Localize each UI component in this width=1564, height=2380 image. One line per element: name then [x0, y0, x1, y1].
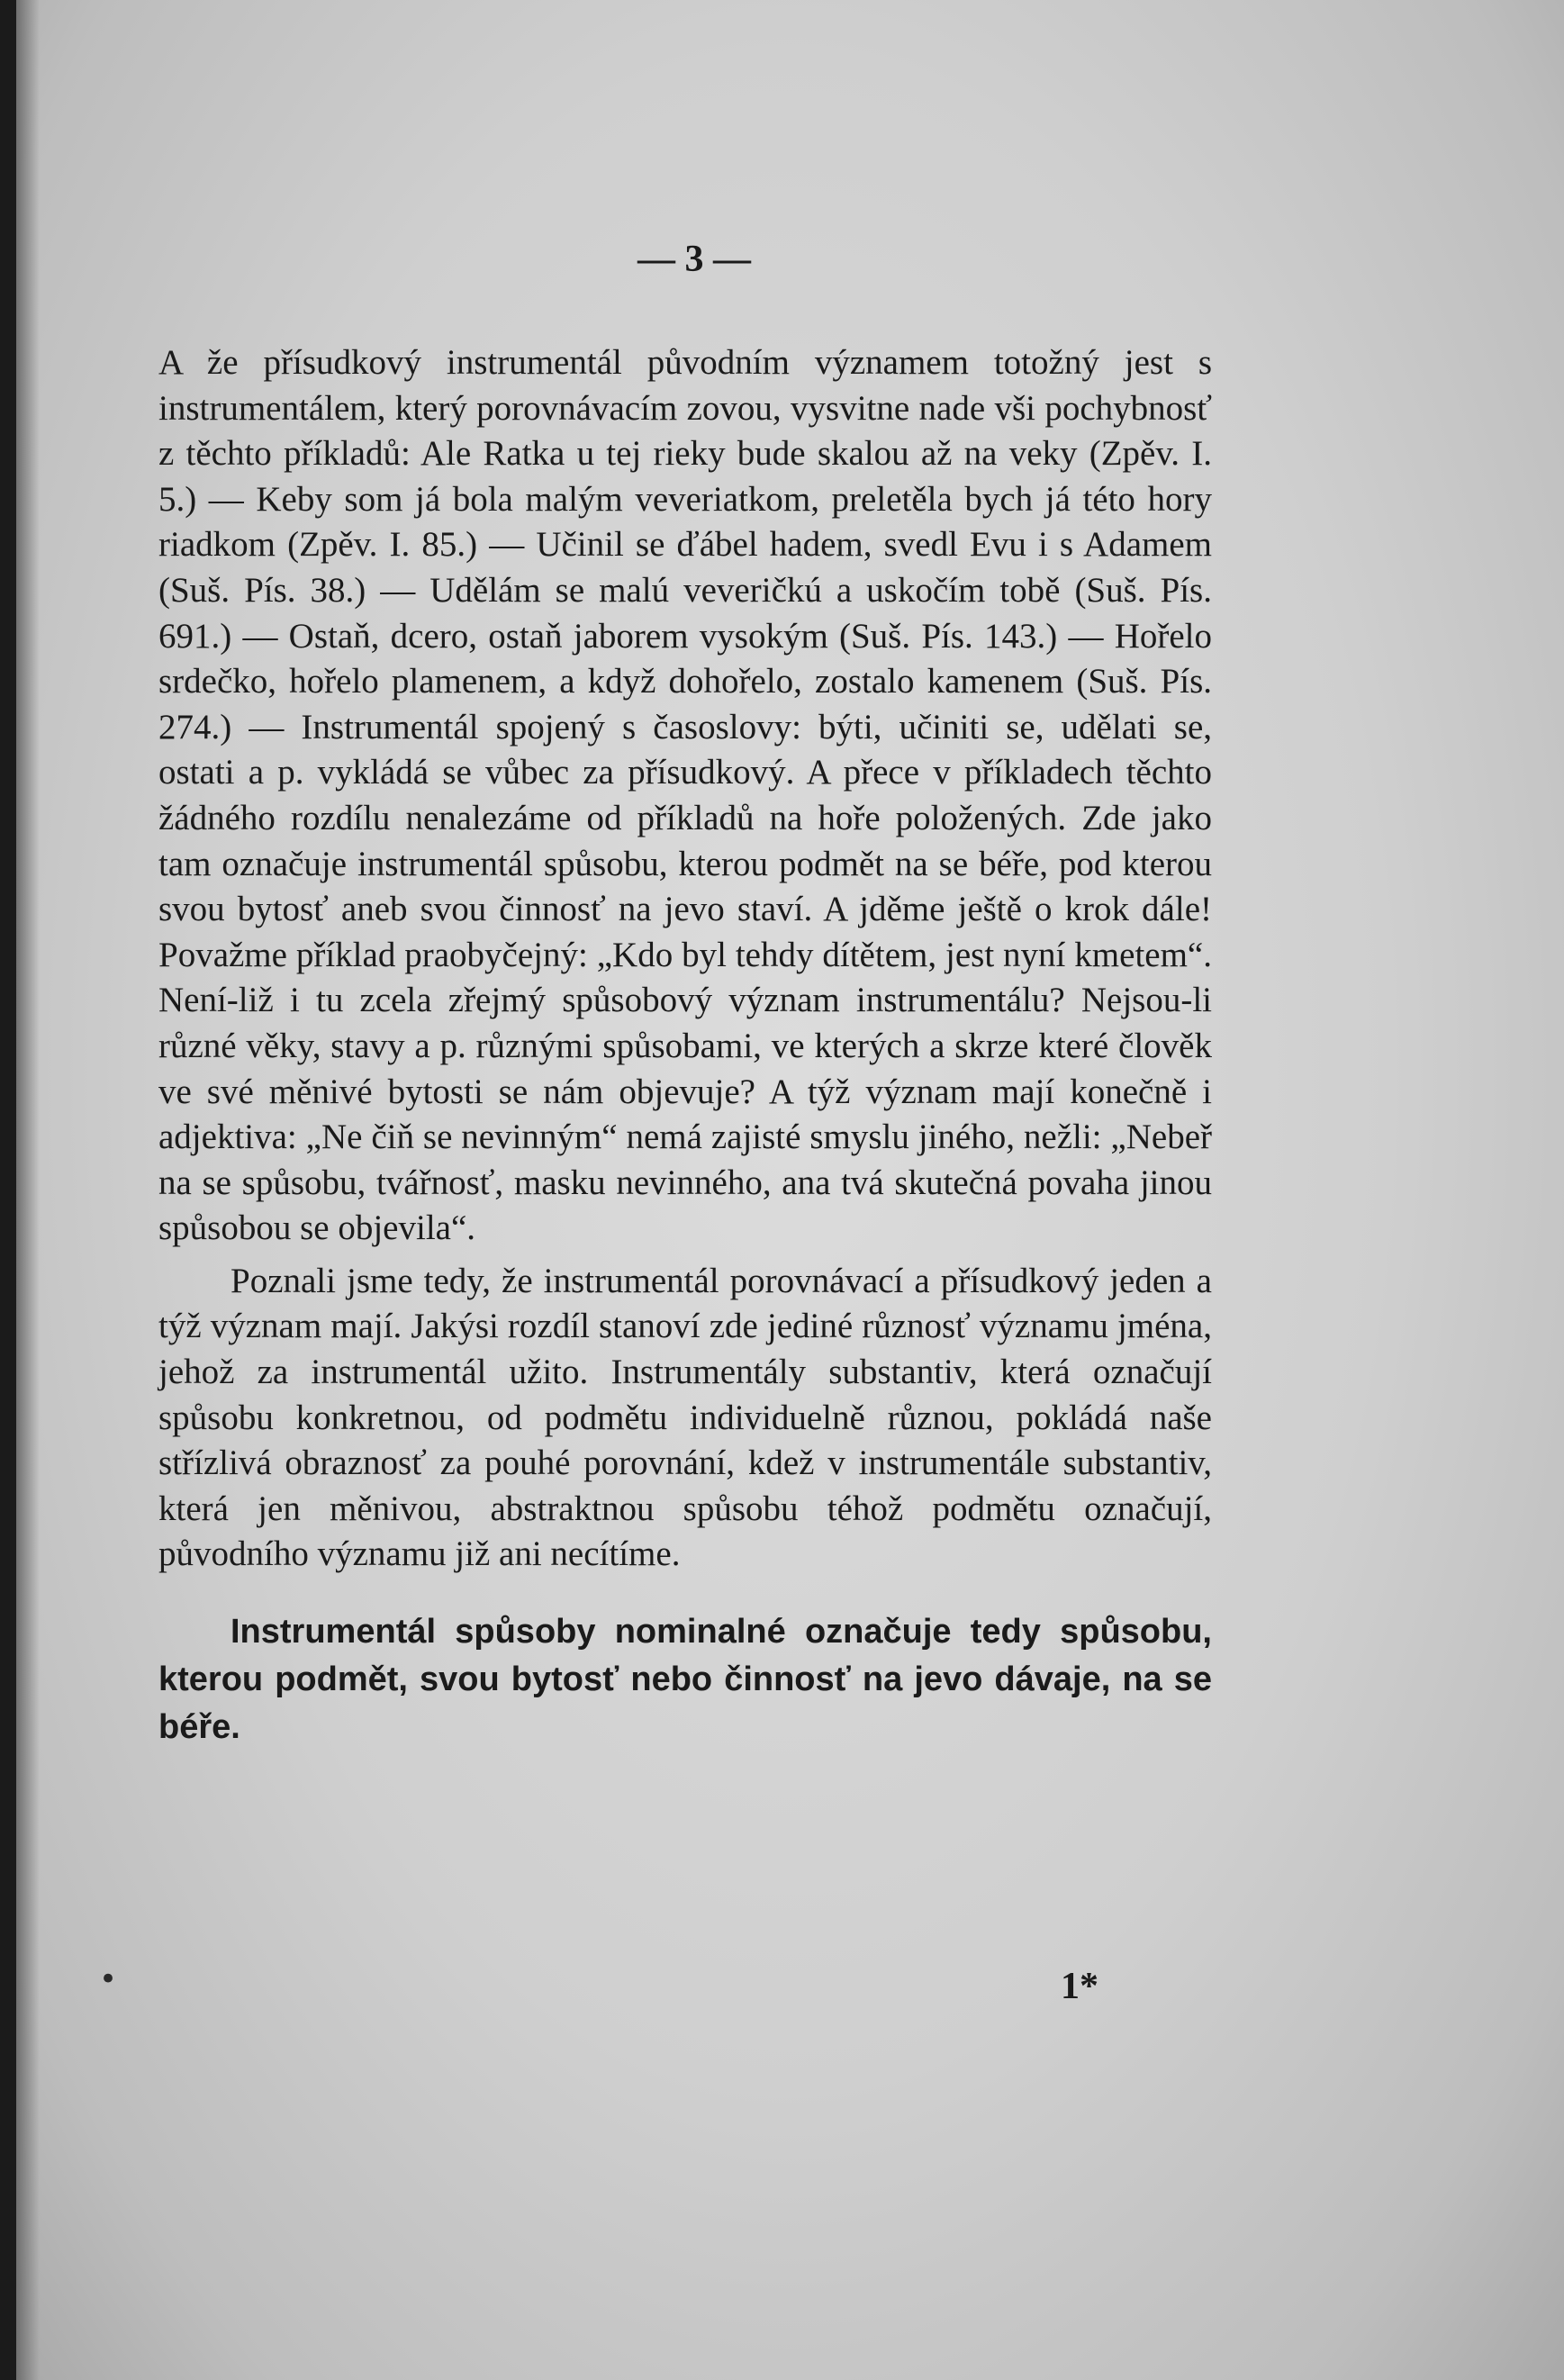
stray-dot-icon: •	[99, 1961, 118, 1997]
book-page	[16, 0, 1564, 2380]
summary-statement: Instrumentál spůsoby nominalné označuje tedy spůsobu, kterou podmět, svou bytosť nebo činnosť na jevo dávaje, na se béře.	[158, 1613, 1212, 1747]
text-block	[158, 232, 1212, 1786]
signature-mark: 1*	[1061, 1966, 1098, 2007]
page-number: — 3 —	[637, 239, 751, 280]
paragraph-2: Poznali jsme tedy, že instrumentál porovnávací a přísudkový jeden a týž význam mají. Jakýsi rozdíl stanoví zde jediné různosť významu jména, jehož za instrumentál užito. Instrumentály substantiv, která označují spůsobu konkretnou, od podmětu individuelně různou, pokládá naše střízlivá obraznosť za pouhé porovnání, kdež v instrumentále substantiv, která jen měnivou, abstraktnou spůsobu téhož podmětu označují, původního významu již ani necítíme.	[158, 1261, 1212, 1574]
page-edge-shadow	[16, 0, 40, 2380]
paragraph-1: A že přísudkový instrumentál původním významem totožný jest s instrumentálem, který porovnávacím zovou, vysvitne nade vši pochybnosť z těchto příkladů: Ale Ratka u tej rieky bude skalou až na veky (Zpěv. I. 5.) — Keby som já bola malým veveriatkom, preletěla bych já této hory riadkom (Zpěv. I. 85.) — Učinil se ďábel hadem, svedl Evu i s Adamem (Suš. Pís. 38.) — Udělám se malú veveričkú a uskočím tobě (Suš. Pís. 691.) — Ostaň, dcero, ostaň jaborem vysokým (Suš. Pís. 143.) — Hořelo srdečko, hořelo plamenem, a když dohořelo, zostalo kamenem (Suš. Pís. 274.) — Instrumentál spojený s časoslovy: býti, učiniti se, udělati se, ostati a p. vykládá se vůbec za přísudkový. A přece v příkladech těchto žádného rozdílu nenalezáme od příkladů na hoře položených. Zde jako tam označuje instrumentál spůsobu, kterou podmět na se béře, pod kterou svou bytosť aneb svou činnosť na jevo staví. A jděme ještě o krok dále! Považme příklad praobyčejný: „Kdo byl tehdy dítětem, jest nyní kmetem“. Není-liž i tu zcela zřejmý spůsobový význam instrumentálu? Nejsou-li různé věky, stavy a p. různými spůsobami, ve kterých a skrze které člověk ve své měnivé bytosti se nám objevuje? A týž význam mají konečně i adjektiva: „Ne čiň se nevinným“ nemá zajisté smyslu jiného, nežli: „Nebeř na se spůsobu, tvářnosť, masku nevinného, ana tvá skutečná povaha jinou spůsobou se objevila“.	[158, 343, 1212, 1248]
